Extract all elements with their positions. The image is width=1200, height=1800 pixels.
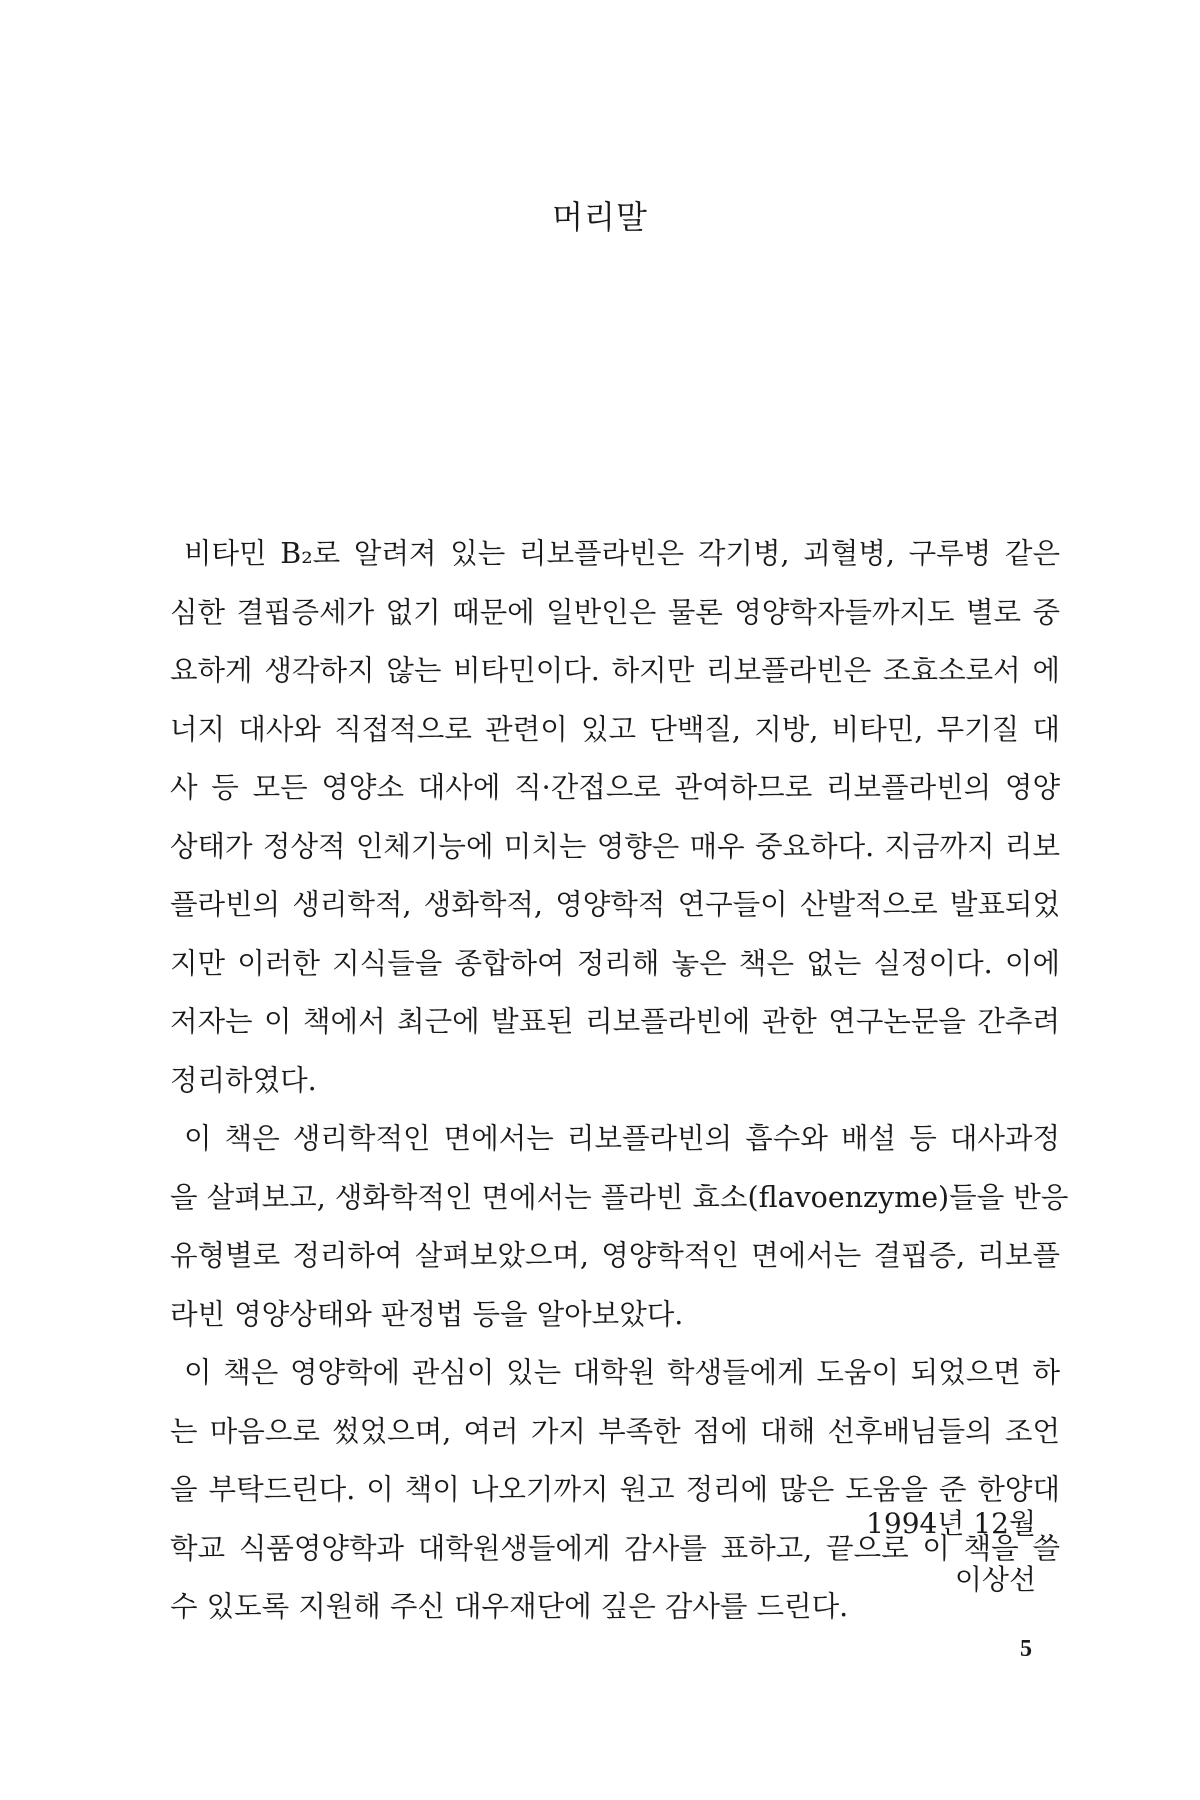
page-title: 머리말 xyxy=(552,198,648,236)
text-line: 라빈 영양상태와 판정법 등을 알아보았다. xyxy=(170,1297,684,1331)
text-line: 을 부탁드린다. 이 책이 나오기까지 원고 정리에 많은 도움을 준 한양대 xyxy=(170,1473,1060,1506)
text-line: 정리하였다. xyxy=(170,1063,317,1097)
page-number: 5 xyxy=(1020,1636,1032,1662)
text-line: 요하게 생각하지 않는 비타민이다. 하지만 리보플라빈은 조효소로서 에 xyxy=(170,654,1060,687)
text-line: 수 있도록 지원해 주신 대우재단에 깊은 감사를 드린다. xyxy=(170,1590,849,1623)
preface-body xyxy=(170,525,1069,1637)
text-line: 이 책은 영양학에 관심이 있는 대학원 학생들에게 도움이 되었으면 하 xyxy=(184,1356,1060,1389)
text-line: 을 살펴보고, 생화학적인 면에서는 플라빈 효소(flavoenzyme)들을 반응 xyxy=(170,1180,1069,1214)
text-line: 사 등 모든 영양소 대사에 직·간접으로 관여하므로 리보플라빈의 영양 xyxy=(170,771,1060,804)
text-line: 비타민 B₂로 알려져 있는 리보플라빈은 각기병, 괴혈병, 구루병 같은 xyxy=(184,537,1060,570)
text-line: 이 책은 생리학적인 면에서는 리보플라빈의 흡수와 배설 등 대사과정 xyxy=(184,1122,1060,1155)
text-line: 학교 식품영양학과 대학원생들에게 감사를 표하고, 끝으로 이 책을 쓸 xyxy=(170,1531,1060,1565)
text-line: 너지 대사와 직접적으로 관련이 있고 단백질, 지방, 비타민, 무기질 대 xyxy=(170,712,1060,746)
text-line: 심한 결핍증세가 없기 때문에 일반인은 물론 영양학자들까지도 별로 중 xyxy=(170,595,1060,629)
text-line: 지만 이러한 지식들을 종합하여 정리해 놓은 책은 없는 실정이다. 이에 xyxy=(170,946,1060,980)
signature-author: 이상선 xyxy=(954,1563,1036,1596)
signature-date: 1994년 12월 xyxy=(866,1507,1036,1540)
text-line: 상태가 정상적 인체기능에 미치는 영향은 매우 중요하다. 지금까지 리보 xyxy=(170,829,1060,863)
signature-block xyxy=(866,1496,1036,1608)
text-line: 저자는 이 책에서 최근에 발표된 리보플라빈에 관한 연구논문을 간추려 xyxy=(170,1005,1060,1038)
text-line: 유형별로 정리하여 살펴보았으며, 영양학적인 면에서는 결핍증, 리보플 xyxy=(170,1239,1060,1272)
text-line: 플라빈의 생리학적, 생화학적, 영양학적 연구들이 산발적으로 발표되었 xyxy=(170,888,1060,921)
text-line: 는 마음으로 썼었으며, 여러 가지 부족한 점에 대해 선후배님들의 조언 xyxy=(170,1414,1060,1448)
